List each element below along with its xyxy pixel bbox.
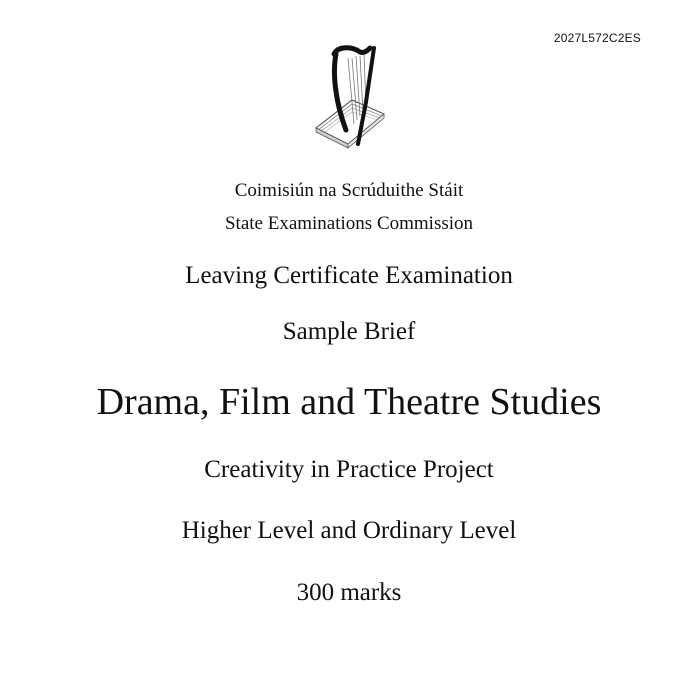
project-name: Creativity in Practice Project bbox=[204, 456, 494, 483]
commission-name-english: State Examinations Commission bbox=[224, 213, 474, 234]
exam-name: Leaving Certificate Examination bbox=[185, 262, 513, 289]
document-code: 2027L572C2ES bbox=[553, 31, 641, 45]
subject-title: Drama, Film and Theatre Studies bbox=[96, 381, 602, 423]
brief-type: Sample Brief bbox=[282, 318, 416, 345]
exam-levels: Higher Level and Ordinary Level bbox=[181, 517, 517, 544]
commission-name-irish: Coimisiún na Scrúduithe Stáit bbox=[234, 180, 464, 201]
harp-book-crest-icon bbox=[312, 44, 390, 150]
total-marks: 300 marks bbox=[296, 579, 402, 606]
